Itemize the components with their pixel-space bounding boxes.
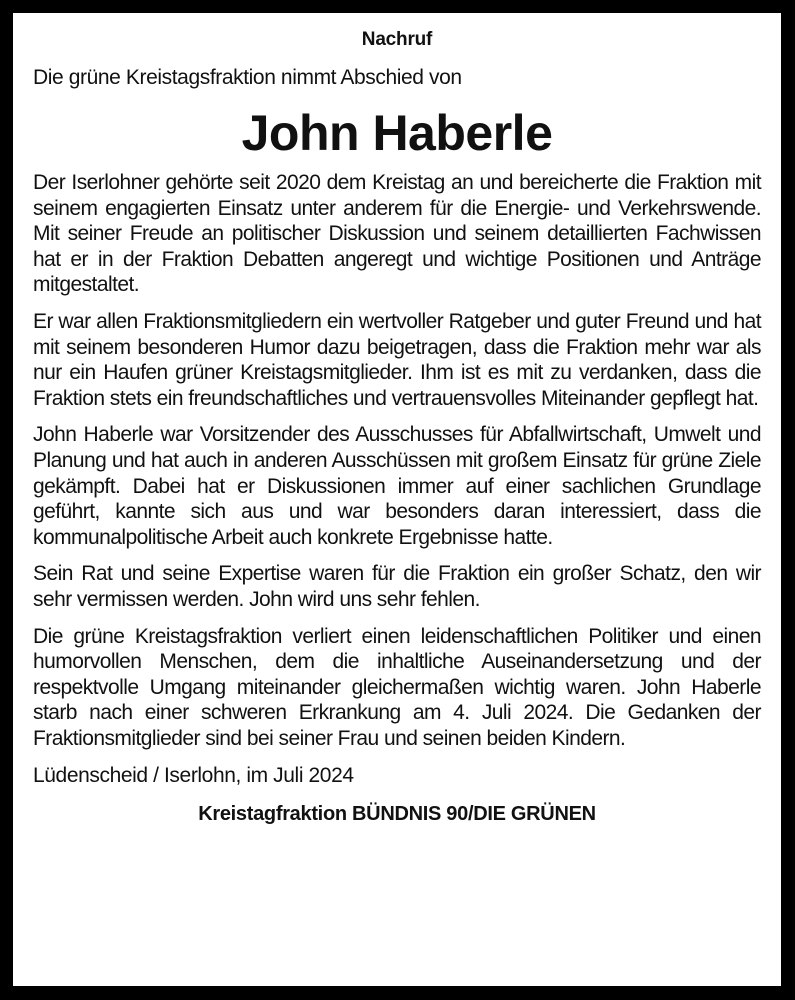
deceased-name: John Haberle [241,105,553,161]
notice-intro: Die grüne Kreistagsfraktion nimmt Abschied von [33,66,462,89]
notice-body [33,170,761,751]
dateline: Lüdenscheid / Iserlohn, im Juli 2024 [33,764,354,788]
notice-kicker: Nachruf [361,29,433,50]
paragraph-2: Er war allen Fraktionsmitgliedern ein wertvoller Ratgeber und guter Freund und hat mit seinem besonderen Humor dazu beigetragen, dass die Fraktion mehr war als nur ein Haufen grüner Kreistagsmitglieder. Ihm ist es mit zu verdanken, dass die Fraktion stets ein freundschaftliches und vertrauensvolles Miteinander gepflegt hat. [33,309,761,410]
paragraph-3: John Haberle war Vorsitzender des Ausschusses für Abfallwirtschaft, Umwelt und Planung und hat auch in anderen Ausschüssen mit großem Einsatz für grüne Ziele gekämpft. Dabei hat er Diskussionen immer auf einer sachlichen Grundlage geführt, kannte sich aus und war besonders daran interessiert, dass die kommunalpolitische Arbeit auch konkrete Ergebnisse hatte. [33,423,761,549]
obituary-notice [13,13,781,986]
paragraph-1: Der Iserlohner gehörte seit 2020 dem Kreistag an und bereicherte die Fraktion mit seinem engagierten Einsatz unter anderem für die Energie- und Verkehrswende. Mit seiner Freude an politischer Diskussion und seinem detaillierten Fachwissen hat er in der Fraktion Debatten angeregt und wichtige Positionen und Anträge mitgestaltet. [33,171,761,297]
paragraph-4: Sein Rat und seine Expertise waren für die Fraktion ein großer Schatz, den wir sehr vermissen werden. John wird uns sehr fehlen. [33,562,761,611]
signature: Kreistagfraktion BÜNDNIS 90/DIE GRÜNEN [198,803,596,826]
paragraph-5: Die grüne Kreistagsfraktion verliert einen leidenschaftlichen Politiker und einen humorvollen Menschen, dem die inhaltliche Auseinandersetzung und der respektvolle Umgang miteinander gleichermaßen wichtig waren. John Haberle starb nach einer schweren Erkrankung am 4. Juli 2024. Die Gedanken der Fraktionsmitglieder sind bei seiner Frau und seinen beiden Kindern. [33,624,761,750]
